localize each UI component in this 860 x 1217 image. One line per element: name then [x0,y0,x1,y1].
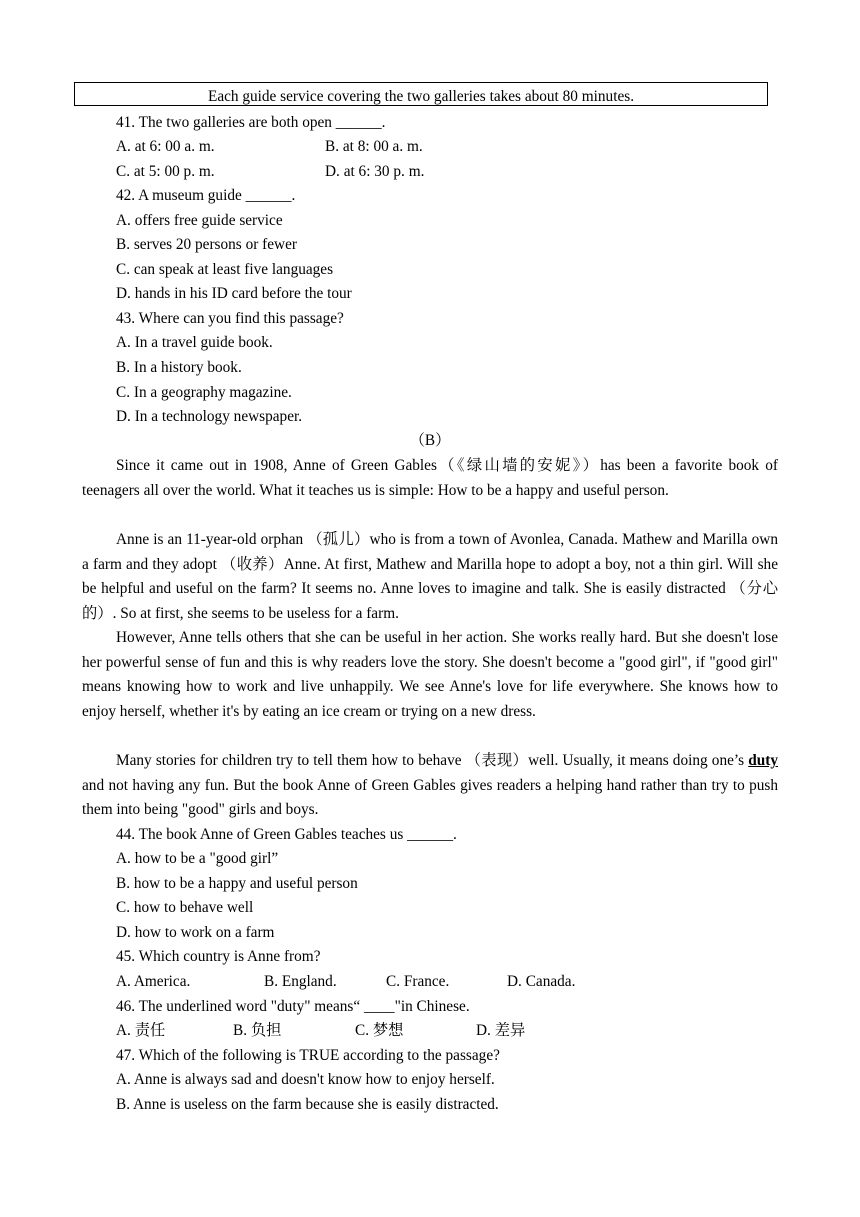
q47-stem: 47. Which of the following is TRUE according to the passage? [116,1047,500,1064]
q47-option-b: B. Anne is useless on the farm because she is easily distracted. [116,1096,499,1113]
q41-option-c: C. at 5: 00 p. m. [116,163,215,180]
passage-paragraph-3: However, Anne tells others that she can be useful in her action. She works really hard. But she doesn't lose her powerful sense of fun and this is why readers love the story. She doesn't become a "good girl", if "good girl" means knowing how to work and live unhappily. We see Anne's love for life everywhere. She knows how to enjoy herself, whether it's by eating an ice cream or trying on a new dress. [82,629,778,720]
q41-option-d: D. at 6: 30 p. m. [325,163,425,180]
paragraph-4-text-before: Many stories for children try to tell them how to behave （表现）well. Usually, it means doing one’s [116,752,749,769]
q46-option-a: A. 责任 [116,1022,166,1039]
q43-option-d: D. In a technology newspaper. [116,408,303,425]
q45-option-d: D. Canada. [507,973,576,990]
q44-option-b: B. how to be a happy and useful person [116,875,358,892]
q43-option-b: B. In a history book. [116,359,242,376]
q46-option-d: D. 差异 [476,1022,526,1039]
q45-option-c: C. France. [386,973,450,990]
q42-option-b: B. serves 20 persons or fewer [116,236,297,253]
q45-option-a: A. America. [116,973,191,990]
q47-option-a: A. Anne is always sad and doesn't know how to enjoy herself. [116,1071,495,1088]
q46-option-c: C. 梦想 [355,1022,404,1039]
q43-option-a: A. In a travel guide book. [116,334,273,351]
q44-stem: 44. The book Anne of Green Gables teaches us ______. [116,826,457,843]
q42-option-c: C. can speak at least five languages [116,261,334,278]
q44-option-a: A. how to be a "good girl” [116,850,279,867]
q42-option-d: D. hands in his ID card before the tour [116,285,352,302]
passage-paragraph-1: Since it came out in 1908, Anne of Green Gables（《绿山墙的安妮》）has been a favorite book of teenagers all over the world. What it teaches us is simple: How to be a happy and useful person. [82,457,778,499]
q45-stem: 45. Which country is Anne from? [116,948,321,965]
underlined-word-duty: duty [748,752,778,769]
q43-option-c: C. In a geography magazine. [116,384,292,401]
passage-paragraph-2: Anne is an 11-year-old orphan （孤儿）who is from a town of Avonlea, Canada. Mathew and Marilla own a farm and they adopt （收养）Anne. At first, Mathew and Marilla hope to adopt a boy, not a thin girl. Will she be helpful and useful on the farm? It seems no. Anne loves to imagine and talk. She is easily distracted （分心的）. So at first, she seems to be useless for a farm. [82,531,778,622]
passage-paragraph-4 [82,749,778,823]
q46-option-b: B. 负担 [233,1022,282,1039]
q44-option-c: C. how to behave well [116,899,254,916]
q43-stem: 43. Where can you find this passage? [116,310,344,327]
q41-stem: 41. The two galleries are both open ______. [116,114,386,131]
q42-stem: 42. A museum guide ______. [116,187,296,204]
q45-option-b: B. England. [264,973,337,990]
section-b-heading: （B） [409,432,451,449]
q46-stem: 46. The underlined word "duty" means“ ____"in Chinese. [116,998,470,1015]
q44-option-d: D. how to work on a farm [116,924,275,941]
q42-option-a: A. offers free guide service [116,212,283,229]
q41-option-b: B. at 8: 00 a. m. [325,138,423,155]
q41-option-a: A. at 6: 00 a. m. [116,138,215,155]
info-box: Each guide service covering the two galleries takes about 80 minutes. [74,82,768,106]
paragraph-4-text-after: and not having any fun. But the book Anne of Green Gables gives readers a helping hand rather than try to push them into being "good" girls and boys. [82,776,778,819]
